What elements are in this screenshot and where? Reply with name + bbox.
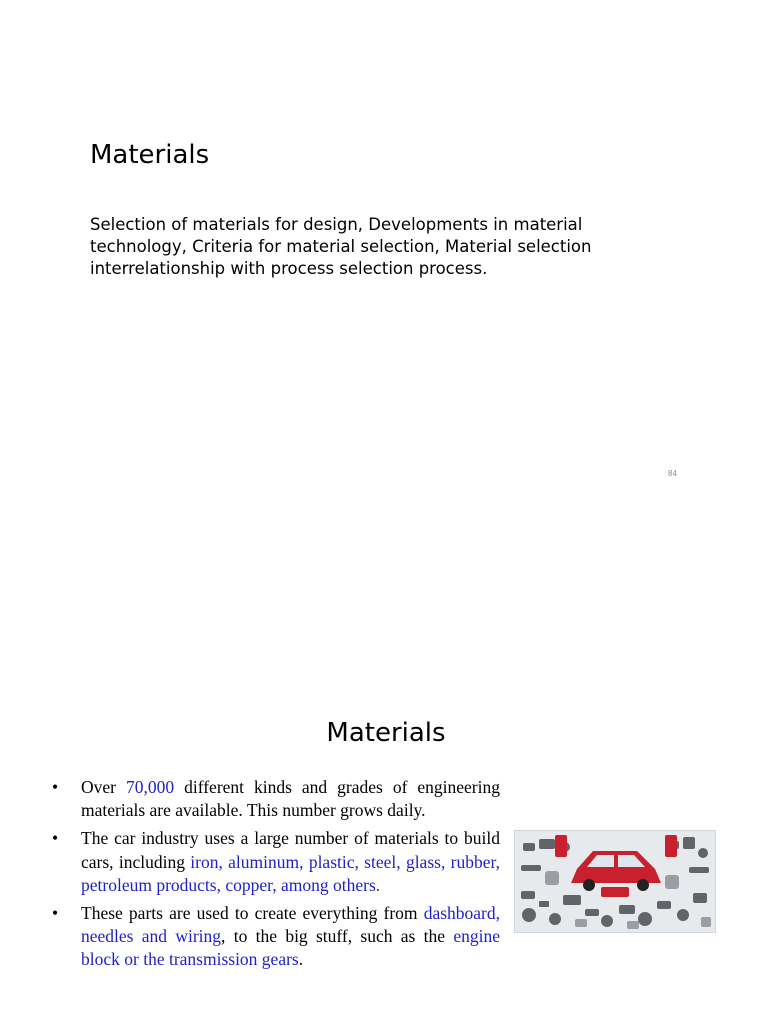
slide-body-text: Selection of materials for design, Developments in material technology, Criteria for material selection, Material selection interrelationship with process selection process. <box>90 215 592 278</box>
bullet-text-segment: , to the big stuff, such as the <box>221 926 454 947</box>
page-number: 84 <box>668 469 677 478</box>
bullet-text-segment: different kinds and grades of engineering materials are available. This number grows daily. <box>81 777 500 821</box>
bullet-text <box>81 828 500 894</box>
slide-title: Materials <box>326 718 446 748</box>
bullet-marker: • <box>52 903 59 924</box>
bullet-item <box>52 776 500 822</box>
bullet-text <box>81 777 500 820</box>
bullet-item <box>52 827 500 897</box>
car-parts-image <box>514 830 716 933</box>
bullet-text <box>81 903 500 969</box>
highlighted-text: 70,000 <box>125 777 175 797</box>
highlighted-text: engine block or the transmission gears <box>81 926 501 970</box>
bullet-text-segment: . <box>298 949 304 970</box>
bullet-text-segment: Over <box>81 777 126 797</box>
slide-title: Materials <box>90 140 210 170</box>
highlighted-text: iron, aluminum, plastic, steel, glass, rubber, petroleum products, copper, among others. <box>81 851 500 895</box>
bullet-item <box>52 902 500 972</box>
highlighted-text: dashboard, needles and wiring <box>81 903 500 947</box>
bullet-marker: • <box>52 828 59 849</box>
bullet-list <box>52 776 500 977</box>
bullet-marker: • <box>52 777 59 797</box>
bullet-text-segment: These parts are used to create everything from <box>81 903 424 924</box>
slide-2 <box>0 512 768 1024</box>
bullet-text-segment: The car industry uses a large number of materials to build cars, including <box>81 828 500 872</box>
